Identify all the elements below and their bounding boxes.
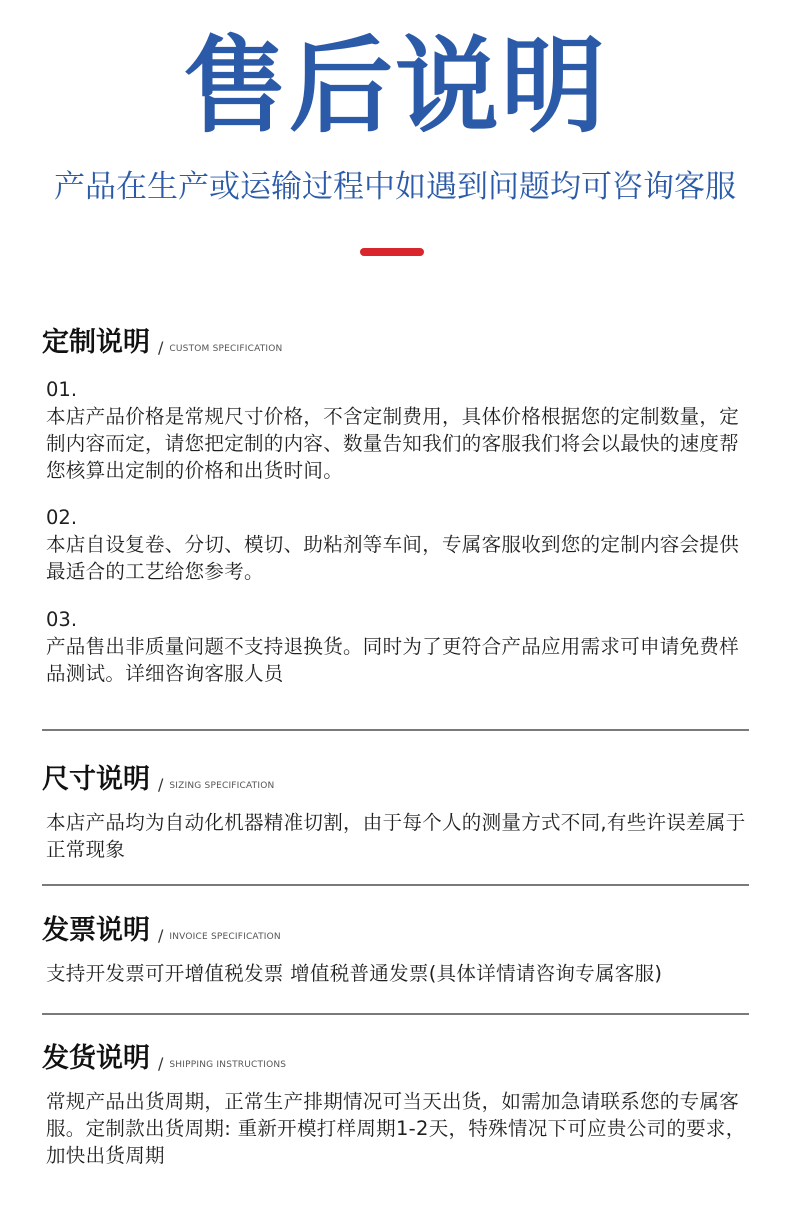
accent-bar [360, 248, 424, 256]
sizing-text: 本店产品均为自动化机器精准切割，由于每个人的测量方式不同,有些许误差属于正常现象 [46, 811, 746, 861]
custom-item-text: 本店自设复卷、分切、模切、助粘剂等车间，专属客服收到您的定制内容会提供最适合的工艺给您参考。 [46, 533, 740, 583]
custom-item-number: 01. [46, 378, 78, 401]
shipping-header [42, 1040, 750, 1076]
shipping-section [42, 1040, 750, 1200]
shipping-title: 发货说明 [42, 1043, 150, 1074]
invoice-section [42, 912, 750, 992]
sizing-title: 尺寸说明 [42, 764, 150, 795]
custom-en-label: CUSTOM SPECIFICATION [169, 344, 283, 354]
divider [42, 1013, 749, 1015]
custom-section [42, 324, 750, 694]
invoice-title: 发票说明 [42, 915, 150, 946]
sizing-en-label: SIZING SPECIFICATION [169, 781, 275, 791]
shipping-text: 常规产品出货周期，正常生产排期情况可当天出货，如需加急请联系您的专属客服。定制款出货周期: 重新开模打样周期1-2天，特殊情况下可应贵公司的要求，加快出货周期 [46, 1090, 746, 1167]
custom-title: 定制说明 [42, 327, 150, 358]
custom-header [42, 324, 750, 360]
invoice-en-label: INVOICE SPECIFICATION [169, 932, 281, 942]
custom-item-1 [42, 376, 750, 484]
divider [42, 729, 749, 731]
shipping-en-label: SHIPPING INSTRUCTIONS [169, 1060, 287, 1070]
invoice-slash: / [158, 926, 164, 945]
custom-item-text: 本店产品价格是常规尺寸价格，不含定制费用，具体价格根据您的定制数量，定制内容而定，请您把定制的内容、数量告知我们的客服我们将会以最快的速度帮您核算出定制的价格和出货时间。 [46, 405, 740, 482]
custom-item-number: 03. [46, 608, 78, 631]
sizing-slash: / [158, 775, 164, 794]
invoice-header [42, 912, 750, 948]
custom-item-2 [42, 504, 750, 585]
shipping-slash: / [158, 1054, 164, 1073]
invoice-text: 支持开发票可开增值税发票 增值税普通发票(具体详情请咨询专属客服) [46, 962, 663, 985]
custom-item-text: 产品售出非质量问题不支持退换货。同时为了更符合产品应用需求可申请免费样品测试。详细咨询客服人员 [46, 635, 740, 685]
divider [42, 884, 749, 886]
custom-item-3 [42, 606, 750, 687]
page-subtitle: 产品在生产或运输过程中如遇到问题均可咨询客服 [54, 169, 736, 205]
custom-slash: / [158, 338, 164, 357]
sizing-header [42, 761, 750, 797]
sizing-section [42, 761, 750, 871]
custom-item-number: 02. [46, 506, 78, 529]
page-title: 售后说明 [182, 25, 607, 147]
